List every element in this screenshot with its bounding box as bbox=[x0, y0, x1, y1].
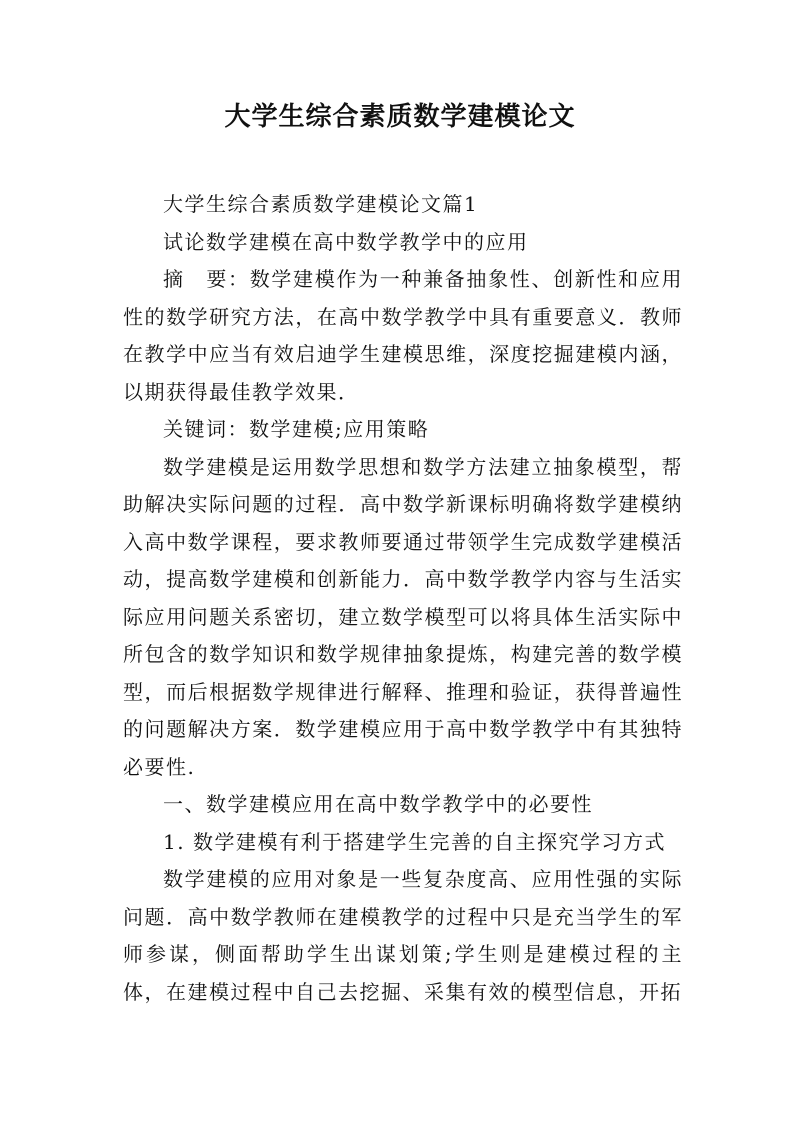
body-paragraph: 数学建模的应用对象是一些复杂度高、应用性强的实际问题．高中数学教师在建模教学的过程中只是充当学生的军师参谋，侧面帮助学生出谋划策;学生则是建模过程的主体，在建模过程中自己去挖掘、采集有效的模型信息，开拓 bbox=[123, 867, 683, 1004]
article-heading: 大学生综合素质数学建模论文篇1 bbox=[163, 192, 479, 216]
document-body bbox=[123, 186, 683, 1011]
subsection-heading: 1. 数学建模有利于搭建学生完善的自主探究学习方式 bbox=[163, 829, 666, 854]
article-subtitle: 试论数学建模在高中数学教学中的应用 bbox=[163, 229, 529, 254]
section-heading: 一、数学建模应用在高中数学教学中的必要性 bbox=[163, 792, 593, 816]
abstract-paragraph: 摘 要：数学建模作为一种兼备抽象性、创新性和应用性的数学研究方法，在高中数学教学中具有重要意义．教师在教学中应当有效启迪学生建模思维，深度挖掘建模内涵，以期获得最佳教学效果． bbox=[123, 267, 683, 404]
document-title: 大学生综合素质数学建模论文 bbox=[224, 102, 576, 132]
keywords-line: 关键词：数学建模;应用策略 bbox=[163, 417, 430, 441]
intro-paragraph: 数学建模是运用数学思想和数学方法建立抽象模型，帮助解决实际问题的过程．高中数学新课标明确将数学建模纳入高中数学课程，要求教师要通过带领学生完成数学建模活动，提高数学建模和创新能力．高中数学教学内容与生活实际应用问题关系密切，建立数学模型可以将具体生活实际中所包含的数学知识和数学规律抽象提炼，构建完善的数学模型，而后根据数学规律进行解释、推理和验证，获得普遍性的问题解决方案．数学建模应用于高中数学教学中有其独特必要性. bbox=[123, 454, 683, 779]
